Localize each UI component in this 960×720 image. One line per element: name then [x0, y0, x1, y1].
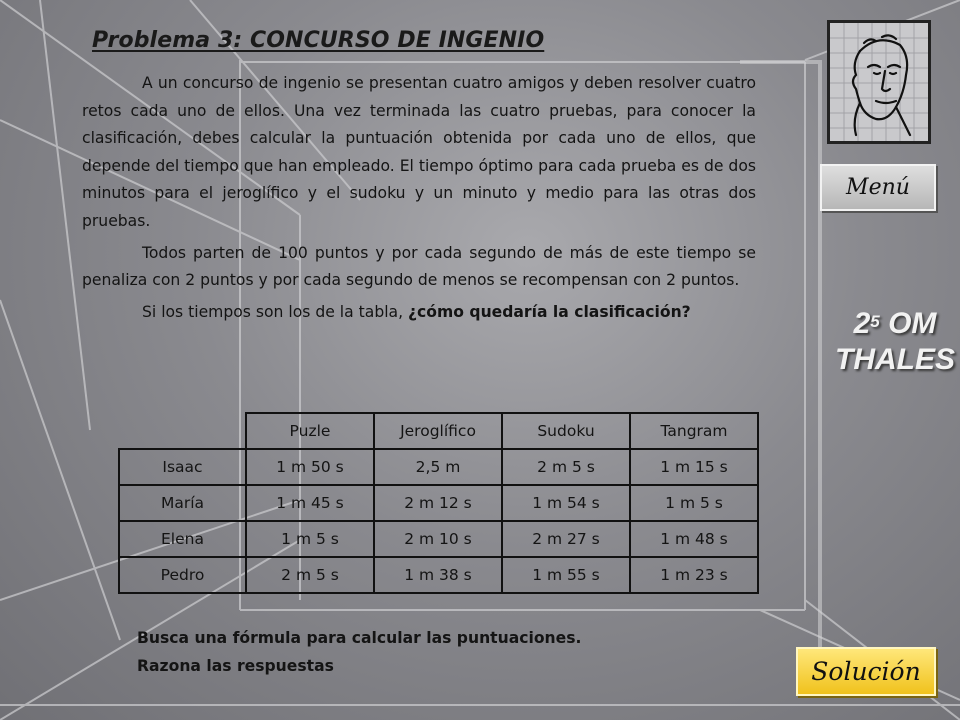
paragraph-contest-description: A un concurso de ingenio se presentan cuatro amigos y deben resolver cuatro retos cada uno de ellos. Una vez terminada las cuatro pruebas, para conocer la clasificación, debes calcular la puntuación obtenida por cada uno de ellos, que depende del tiempo que han empleado. El tiempo óptimo para cada prueba es de dos minutos para el jeroglífico y el sudoku y un minuto y medio para las otras dos pruebas.: [82, 74, 756, 230]
times-table: [118, 412, 759, 594]
time-cell: 1 m 48 s: [630, 521, 758, 557]
solution-button[interactable]: Solución: [796, 647, 936, 696]
footer-line-formula: Busca una fórmula para calcular las puntuaciones.: [137, 629, 582, 647]
time-cell: 2 m 10 s: [374, 521, 502, 557]
time-cell: 2 m 12 s: [374, 485, 502, 521]
paragraph-scoring-rules: Todos parten de 100 puntos y por cada segundo de más de este tiempo se penaliza con 2 puntos y por cada segundo de menos se recompensan con 2 puntos.: [82, 243, 756, 290]
question-bold: ¿cómo quedaría la clasificación?: [408, 302, 691, 321]
table-header-cell: Puzle: [246, 413, 374, 449]
table-row: [119, 557, 758, 593]
om-thales-logo: [830, 306, 960, 378]
table-header-cell: Sudoku: [502, 413, 630, 449]
contestant-name: Elena: [119, 521, 246, 557]
om-logo-om: OM: [879, 307, 937, 340]
om-logo-line: [830, 306, 960, 342]
table-header-cell: Tangram: [630, 413, 758, 449]
time-cell: 1 m 55 s: [502, 557, 630, 593]
contestant-name: Pedro: [119, 557, 246, 593]
om-logo-exponent: 5: [870, 312, 880, 331]
contestant-name: María: [119, 485, 246, 521]
time-cell: 1 m 38 s: [374, 557, 502, 593]
table-corner: [119, 413, 246, 449]
table-row: [119, 485, 758, 521]
question-intro: Si los tiempos son los de la tabla,: [142, 302, 409, 321]
om-logo-thales: THALES: [835, 343, 955, 376]
menu-button[interactable]: Menú: [820, 164, 936, 211]
footer-line-reason: Razona las respuestas: [137, 657, 334, 675]
paragraph-question: [82, 299, 756, 327]
table-row: [119, 449, 758, 485]
time-cell: 2,5 m: [374, 449, 502, 485]
time-cell: 2 m 27 s: [502, 521, 630, 557]
problem-statement: [82, 70, 756, 326]
time-cell: 1 m 5 s: [630, 485, 758, 521]
time-cell: 2 m 5 s: [502, 449, 630, 485]
footer-instructions: [137, 624, 581, 680]
time-cell: 1 m 15 s: [630, 449, 758, 485]
table-header-row: [119, 413, 758, 449]
table-header-cell: Jeroglífico: [374, 413, 502, 449]
time-cell: 1 m 54 s: [502, 485, 630, 521]
thales-portrait-icon: [827, 20, 931, 144]
time-cell: 1 m 45 s: [246, 485, 374, 521]
time-cell: 2 m 5 s: [246, 557, 374, 593]
om-logo-base: 2: [853, 307, 871, 340]
time-cell: 1 m 50 s: [246, 449, 374, 485]
contestant-name: Isaac: [119, 449, 246, 485]
table-row: [119, 521, 758, 557]
problem-title: Problema 3: CONCURSO DE INGENIO: [92, 28, 545, 53]
time-cell: 1 m 5 s: [246, 521, 374, 557]
time-cell: 1 m 23 s: [630, 557, 758, 593]
